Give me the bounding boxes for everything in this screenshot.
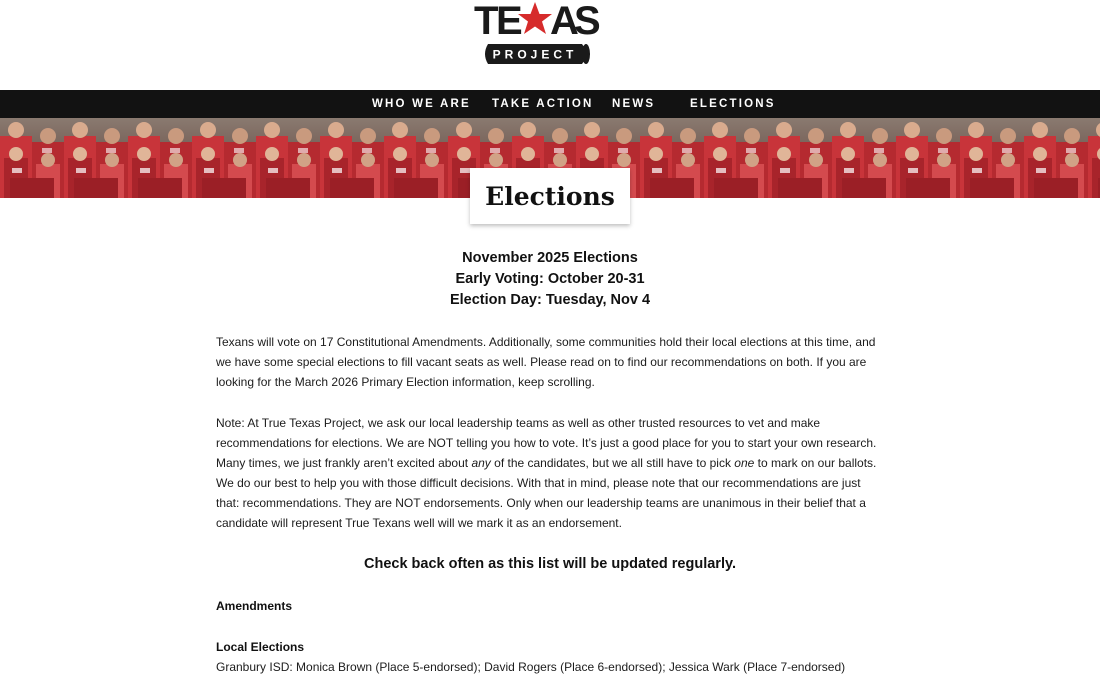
logo-letter-t: T bbox=[474, 0, 499, 43]
note-emphasis-any: any bbox=[471, 456, 491, 470]
page-title: Elections bbox=[485, 181, 615, 211]
logo-letter-e: E bbox=[496, 0, 523, 43]
true-texas-project-logo[interactable] bbox=[472, 0, 602, 68]
logo-star-icon bbox=[518, 2, 552, 34]
nav-item-take-action[interactable]: TAKE ACTION bbox=[492, 98, 594, 110]
nav-item-elections[interactable]: ELECTIONS bbox=[690, 98, 776, 110]
election-day-date: Election Day: Tuesday, Nov 4 bbox=[449, 292, 651, 308]
note-text-part1: Note: At True Texas Project, we ask our local leadership teams as well as other trusted resources to vet and make recommendations for elections. We are NOT telling you how to vote. It’s just a good place for you to start your own research. Many times, we just frankly aren’t excited about bbox=[216, 416, 877, 470]
intro-paragraph: Texans will vote on 17 Constitutional Amendments. Additionally, some communities hold their local elections at this time, and we have some special elections to fill vacant seats as well. Please read on to find our recommendations on both. If you are looking for the March 2026 Primary Election information, keep scrolling. bbox=[216, 335, 876, 389]
early-voting-dates: Early Voting: October 20-31 bbox=[455, 271, 645, 287]
note-text-part3: to mark on our ballots. We do our best to help you with those difficult decisions. With that in mind, please note that our recommendations are just that: recommendations. They are NOT endorsements. Only when our leadership teams are unanimous in their belief that a candidate will represent True Texans well will we mark it as an endorsement. bbox=[216, 456, 877, 530]
note-text-part2: of the candidates, but we all still have to pick bbox=[490, 456, 735, 470]
granbury-isd-recommendations: Granbury ISD: Monica Brown (Place 5-endorsed); David Rogers (Place 6-endorsed); Jessica Wark (Place 7-endorsed) bbox=[216, 660, 846, 674]
election-month-heading: November 2025 Elections bbox=[462, 250, 638, 266]
note-paragraph bbox=[216, 413, 884, 533]
local-elections-heading: Local Elections bbox=[216, 640, 305, 654]
nav-item-who-we-are[interactable]: WHO WE ARE bbox=[372, 98, 471, 110]
note-emphasis-one: one bbox=[734, 456, 755, 470]
logo-letter-s: S bbox=[574, 0, 601, 43]
check-back-notice: Check back often as this list will be updated regularly. bbox=[364, 556, 736, 572]
amendments-heading: Amendments bbox=[216, 599, 293, 613]
logo-subtitle: PROJECT bbox=[492, 47, 578, 62]
main-nav bbox=[0, 90, 1100, 118]
logo-banner-end bbox=[582, 44, 590, 64]
header-logo-area bbox=[0, 0, 1100, 90]
logo-letter-a: A bbox=[550, 0, 579, 43]
nav-item-news[interactable]: NEWS bbox=[612, 98, 656, 110]
page-title-box bbox=[470, 168, 630, 224]
